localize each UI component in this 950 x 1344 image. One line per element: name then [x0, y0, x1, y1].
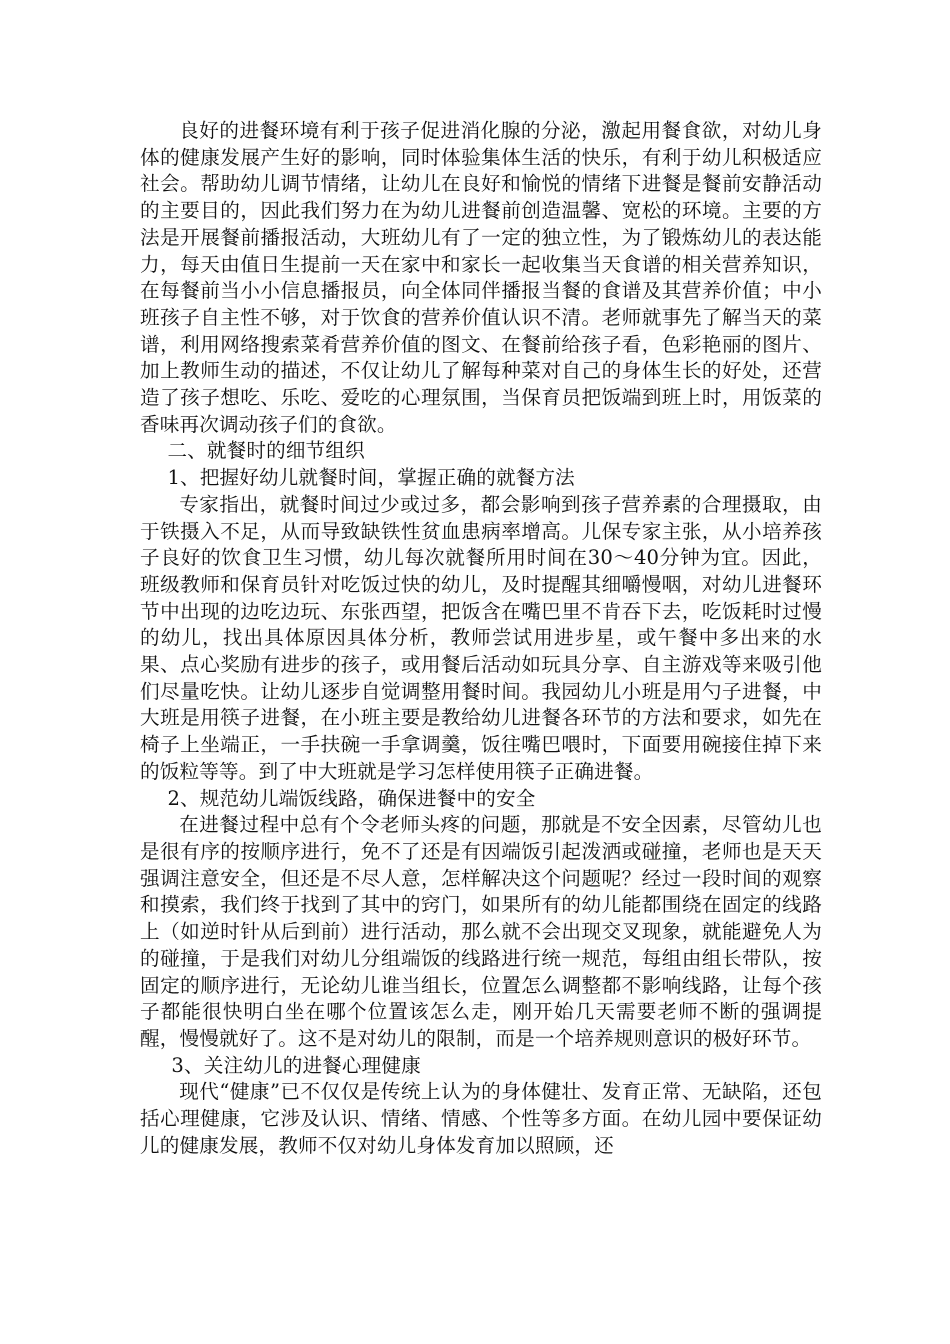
section-heading-dining-details: 二、就餐时的细节组织	[167, 439, 365, 463]
subheading-dining-time: 1、把握好幼儿就餐时间，掌握正确的就餐方法	[167, 466, 575, 490]
paragraph-dining-mental-health: 现代“健康”已不仅仅是传统上认为的身体健壮、发育正常、无缺陷，还包括心理健康，它涉及认识、情绪、情感、个性等多方面。在幼儿园中要保证幼儿的健康发展，教师不仅对幼儿身体发育加以照顾，还	[140, 1080, 822, 1157]
subheading-serving-route: 2、规范幼儿端饭线路，确保进餐中的安全	[167, 786, 536, 810]
paragraph-dining-environment: 良好的进餐环境有利于孩子促进消化腺的分泌，激起用餐食欲，对幼儿身体的健康发展产生好的影响，同时体验集体生活的快乐，有利于幼儿积极适应社会。帮助幼儿调节情绪，让幼儿在良好和愉悦的情绪下进餐是餐前安静活动的主要目的，因此我们努力在为幼儿进餐前创造温馨、宽松的环境。主要的方法是开展餐前播报活动，大班幼儿有了一定的独立性，为了锻炼幼儿的表达能力，每天由值日生提前一天在家中和家长一起收集当天食谱的相关营养知识，在每餐前当小小信息播报员，向全体同伴播报当餐的食谱及其营养价值；中小班孩子自主性不够，对于饮食的营养价值认识不清。老师就事先了解当天的菜谱，利用网络搜索菜肴营养价值的图文、在餐前给孩子看，色彩艳丽的图片、加上教师生动的描述，不仅让幼儿了解每种菜对自己的身体生长的好处，还营造了孩子想吃、乐吃、爱吃的心理氛围，当保育员把饭端到班上时，用饭菜的香味再次调动孩子们的食欲。	[140, 119, 822, 436]
paragraph-serving-route: 在进餐过程中总有个令老师头疼的问题，那就是不安全因素，尽管幼儿也是很有序的按顺序进行，免不了还是有因端饭引起泼洒或碰撞，老师也是天天强调注意安全，但还是不尽人意，怎样解决这个问题呢？经过一段时间的观察和摸索，我们终于找到了其中的窍门，如果所有的幼儿能都围绕在固定的线路上（如逆时针从后到前）进行活动，那么就不会出现交叉现象，就能避免人为的碰撞，于是我们对幼儿分组端饭的线路进行统一规范，每组由组长带队，按固定的顺序进行，无论幼儿谁当组长，位置怎么调整都不影响线路，让每个孩子都能很快明白坐在哪个位置该怎么走，刚开始几天需要老师不断的强调提醒，慢慢就好了。这不是对幼儿的限制，而是一个培养规则意识的极好环节。	[140, 813, 822, 1050]
document-body	[140, 118, 822, 1159]
paragraph-dining-time: 专家指出，就餐时间过少或过多，都会影响到孩子营养素的合理摄取，由于铁摄入不足，从而导致缺铁性贫血患病率增高。儿保专家主张，从小培养孩子良好的饮食卫生习惯，幼儿每次就餐所用时间在30～40分钟为宜。因此，班级教师和保育员针对吃饭过快的幼儿，及时提醒其细嚼慢咽，对幼儿进餐环节中出现的边吃边玩、东张西望，把饭含在嘴巴里不肯吞下去，吃饭耗时过慢的幼儿，找出具体原因具体分析，教师尝试用进步星，或午餐中多出来的水果、点心奖励有进步的孩子，或用餐后活动如玩具分享、自主游戏等来吸引他们尽量吃快。让幼儿逐步自觉调整用餐时间。我园幼儿小班是用勺子进餐，中大班是用筷子进餐，在小班主要是教给幼儿进餐各环节的方法和要求，如先在椅子上坐端正，一手扶碗一手拿调羹，饭往嘴巴喂时，下面要用碗接住掉下来的饭粒等等。到了中大班就是学习怎样使用筷子正确进餐。	[140, 492, 822, 783]
subheading-dining-mental-health: 3、关注幼儿的进餐心理健康	[171, 1053, 421, 1077]
